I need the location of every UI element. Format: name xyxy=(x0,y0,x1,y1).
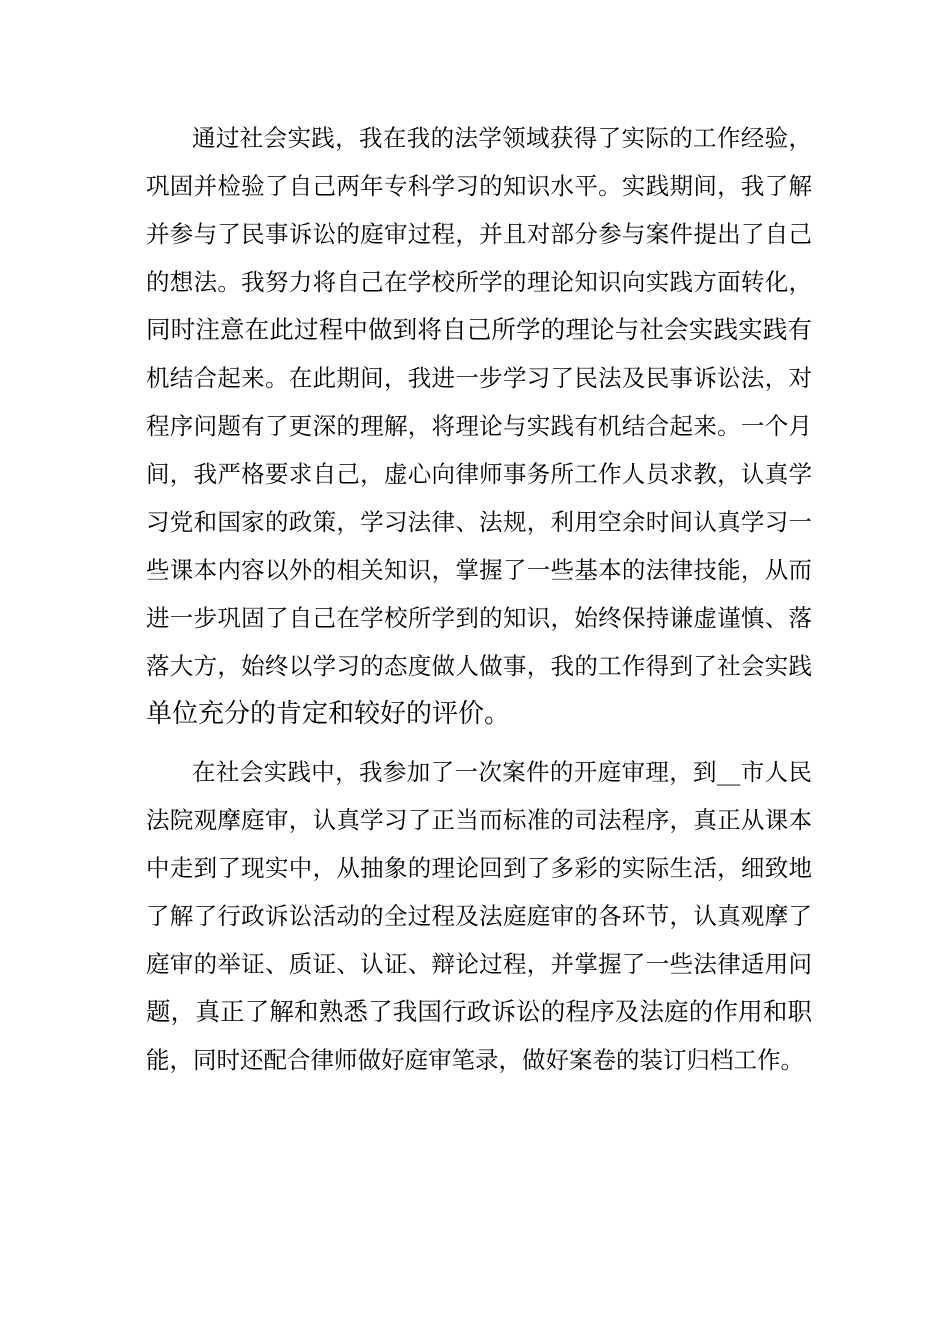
paragraph-line: 通过社会实践，我在我的法学领域获得了实际的工作经验， xyxy=(192,124,812,152)
paragraph-line: 能，同时还配合律师做好庭审笔录，做好案卷的装订归档工作。 xyxy=(146,1046,804,1074)
paragraph-line: 题，真正了解和熟悉了我国行政诉讼的程序及法庭的作用和职 xyxy=(146,997,812,1026)
paragraph-line: 了解了行政诉讼活动的全过程及法庭庭审的各环节，认真观摩了 xyxy=(146,902,812,930)
paragraph-line: 的想法。我努力将自己在学校所学的理论知识向实践方面转化， xyxy=(146,268,812,296)
paragraph-2 xyxy=(146,748,812,1084)
paragraph-line: 在社会实践中，我参加了一次案件的开庭审理，到__市人民 xyxy=(192,758,812,786)
paragraph-line: 进一步巩固了自己在学校所学到的知识，始终保持谦虚谨慎、落 xyxy=(146,604,812,632)
paragraph-line: 机结合起来。在此期间，我进一步学习了民法及民事诉讼法，对 xyxy=(146,364,812,392)
paragraph-line: 巩固并检验了自己两年专科学习的知识水平。实践期间，我了解 xyxy=(146,172,812,200)
paragraph-line: 中走到了现实中，从抽象的理论回到了多彩的实际生活，细致地 xyxy=(146,854,812,882)
paragraph-line: 法院观摩庭审，认真学习了正当而标准的司法程序，真正从课本 xyxy=(146,806,812,834)
paragraph-1 xyxy=(146,114,812,738)
paragraph-line: 程序问题有了更深的理解，将理论与实践有机结合起来。一个月 xyxy=(146,412,812,440)
paragraph-line: 习党和国家的政策，学习法律、法规，利用空余时间认真学习一 xyxy=(146,508,812,536)
paragraph-line: 同时注意在此过程中做到将自己所学的理论与社会实践实践有 xyxy=(146,315,812,344)
paragraph-line: 间，我严格要求自己，虚心向律师事务所工作人员求教，认真学 xyxy=(146,460,812,488)
paragraph-line: 并参与了民事诉讼的庭审过程，并且对部分参与案件提出了自己 xyxy=(146,220,812,248)
paragraph-line: 单位充分的肯定和较好的评价。 xyxy=(146,699,511,729)
paragraph-line: 落大方，始终以学习的态度做人做事，我的工作得到了社会实践 xyxy=(146,652,812,680)
paragraph-line: 庭审的举证、质证、认证、辩论过程，并掌握了一些法律适用问 xyxy=(146,950,812,978)
paragraph-line: 些课本内容以外的相关知识，掌握了一些基本的法律技能，从而 xyxy=(146,556,812,584)
